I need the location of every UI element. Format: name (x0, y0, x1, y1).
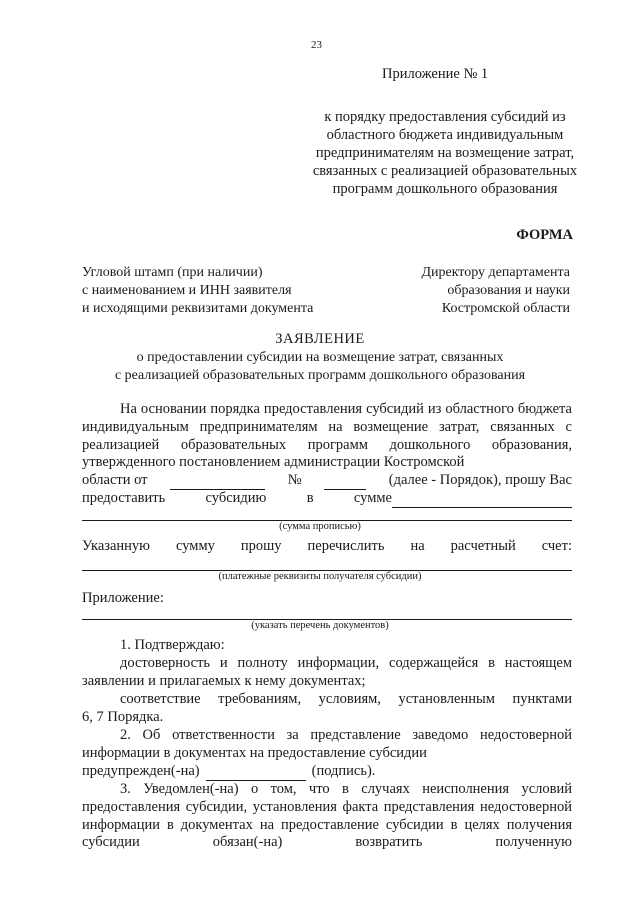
stamp-line-3: и исходящими реквизитами документа (82, 301, 314, 316)
addressee-line-3: Костромской области (441, 301, 570, 316)
sum-word-1: предоставить (82, 490, 166, 506)
confirm-item-2-end: 6, 7 Порядка. (82, 709, 164, 725)
order-reference: к порядку предоставления субсидий из областного бюджета индивидуальным предпринимателям на возмещение затрат, связанных с реализацией образовательных программ дошкольного образования (312, 109, 578, 197)
attachment-label: Приложение: (82, 590, 164, 606)
stamp-line-1: Угловой штамп (при наличии) (82, 265, 263, 280)
caption-requisites: (платежные реквизиты получателя субсидии) (218, 571, 422, 582)
date-prefix: области от (82, 472, 148, 488)
signature-blank[interactable] (206, 767, 306, 781)
confirm-heading: 1. Подтверждаю: (120, 637, 225, 653)
subtitle-line-2: с реализацией образовательных программ дошкольного образования (114, 368, 526, 383)
sum-word-2: субсидию (205, 490, 267, 506)
statement-title: ЗАЯВЛЕНИЕ (275, 331, 365, 347)
addressee-block (380, 264, 570, 318)
corner-stamp-block (82, 264, 352, 318)
date-suffix: (далее - Порядок), прошу Вас (388, 472, 572, 488)
responsibility-paragraph: 2. Об ответственности за представление заведомо недостоверной информации в документах на предоставление субсидии (82, 727, 572, 761)
subtitle-line-1: о предоставлении субсидии на возмещение затрат, связанных (136, 350, 504, 365)
caption-sum-in-words: (сумма прописью) (279, 521, 361, 532)
addressee-line-2: образования и науки (447, 283, 570, 298)
transfer-line: Указанную сумму прошу перечислить на расчетный счет: (82, 538, 572, 554)
appendix-label: Приложение № 1 (382, 66, 489, 82)
sum-blank[interactable] (392, 494, 572, 508)
caption-documents: (указать перечень документов) (251, 620, 389, 631)
form-label: ФОРМА (516, 227, 573, 243)
addressee-line-1: Директору департамента (421, 265, 570, 280)
signature-line (82, 763, 572, 781)
page-number: 23 (311, 39, 322, 51)
confirm-item-1: достоверность и полноту информации, содержащейся в настоящем заявлении и прилагаемых к нему документах; (82, 655, 572, 689)
statement-subtitle (0, 349, 640, 385)
sum-word-4: сумме (353, 490, 392, 506)
notice-paragraph: 3. Уведомлен(-на) о том, что в случаях неисполнения условий предоставления субсидии, установления факта представления недостоверной информации в документах на предоставление субсидии в целях получения субсидии обязан(-на) возвратить полученную (82, 781, 572, 851)
stamp-line-2: с наименованием и ИНН заявителя (82, 283, 292, 298)
date-number-line (82, 472, 572, 490)
paragraph-basis: На основании порядка предоставления субсидий из областного бюджета индивидуальным предпринимателям на возмещение затрат, связанных с реализацией образовательных программ дошкольного образования, утвержденного постановлением администрации Костромской (82, 401, 572, 471)
date-blank[interactable] (170, 476, 265, 490)
number-blank[interactable] (324, 476, 366, 490)
sum-word-3: в (306, 490, 314, 506)
signature-label: (подпись). (311, 763, 376, 779)
warned-label: предупрежден(-на) (82, 763, 200, 779)
confirm-item-2: соответствие требованиям, условиям, установленным пунктами (120, 691, 572, 707)
sum-line (82, 490, 572, 508)
number-sign: № (287, 472, 302, 488)
